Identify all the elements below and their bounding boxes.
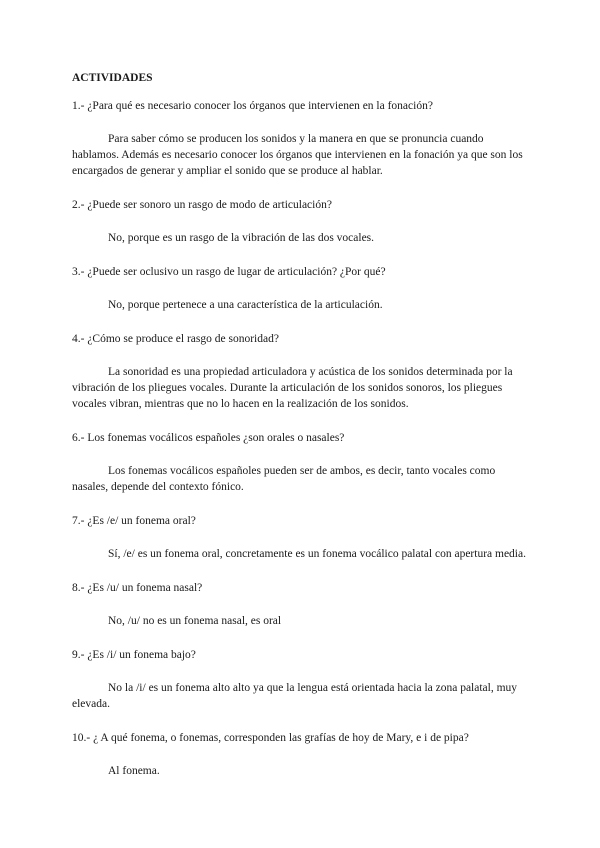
qa-item-2 — [72, 197, 532, 246]
answer-9: No la /i/ es un fonema alto alto ya que la lengua está orientada hacia la zona palatal, muy elevada. — [72, 682, 518, 710]
question-1: 1.- ¿Para qué es necesario conocer los órganos que intervienen en la fonación? — [72, 100, 433, 112]
answer-4: La sonoridad es una propiedad articuladora y acústica de los sonidos determinada por la vibración de los pliegues vocales. Durante la articulación de los sonidos sonoros, los pliegues vocales vibran, mientras que no lo hacen en la realización de los sonidos. — [72, 366, 513, 410]
qa-item-10 — [72, 730, 532, 779]
answer-8: No, /u/ no es un fonema nasal, es oral — [108, 615, 282, 627]
qa-item-7 — [72, 513, 532, 562]
qa-item-4 — [72, 331, 532, 412]
page-title: ACTIVIDADES — [72, 72, 153, 84]
document-page — [72, 70, 532, 797]
question-2: 2.- ¿Puede ser sonoro un rasgo de modo de articulación? — [72, 199, 332, 211]
qa-item-1 — [72, 98, 532, 179]
qa-item-8 — [72, 580, 532, 629]
question-10: 10.- ¿ A qué fonema, o fonemas, corresponden las grafías de hoy de Mary, e i de pipa? — [72, 732, 469, 744]
question-3: 3.- ¿Puede ser oclusivo un rasgo de lugar de articulación? ¿Por qué? — [72, 266, 386, 278]
qa-item-9 — [72, 647, 532, 712]
question-6: 6.- Los fonemas vocálicos españoles ¿son orales o nasales? — [72, 432, 345, 444]
answer-1: Para saber cómo se producen los sonidos y la manera en que se pronuncia cuando hablamos. Además es necesario conocer los órganos que intervienen en la fonación ya que son los encargados de generar y ampliar el sonido que se produce al hablar. — [72, 133, 523, 177]
question-4: 4.- ¿Cómo se produce el rasgo de sonoridad? — [72, 333, 279, 345]
question-9: 9.- ¿Es /i/ un fonema bajo? — [72, 649, 196, 661]
question-8: 8.- ¿Es /u/ un fonema nasal? — [72, 582, 203, 594]
answer-10: Al fonema. — [108, 765, 160, 777]
qa-item-6 — [72, 430, 532, 495]
answer-3: No, porque pertenece a una característica de la articulación. — [108, 299, 383, 311]
answer-6: Los fonemas vocálicos españoles pueden ser de ambos, es decir, tanto vocales como nasales, depende del contexto fónico. — [72, 465, 496, 493]
answer-7: Sí, /e/ es un fonema oral, concretamente es un fonema vocálico palatal con apertura media. — [108, 548, 526, 560]
answer-2: No, porque es un rasgo de la vibración de las dos vocales. — [108, 232, 375, 244]
qa-item-3 — [72, 264, 532, 313]
question-7: 7.- ¿Es /e/ un fonema oral? — [72, 515, 196, 527]
